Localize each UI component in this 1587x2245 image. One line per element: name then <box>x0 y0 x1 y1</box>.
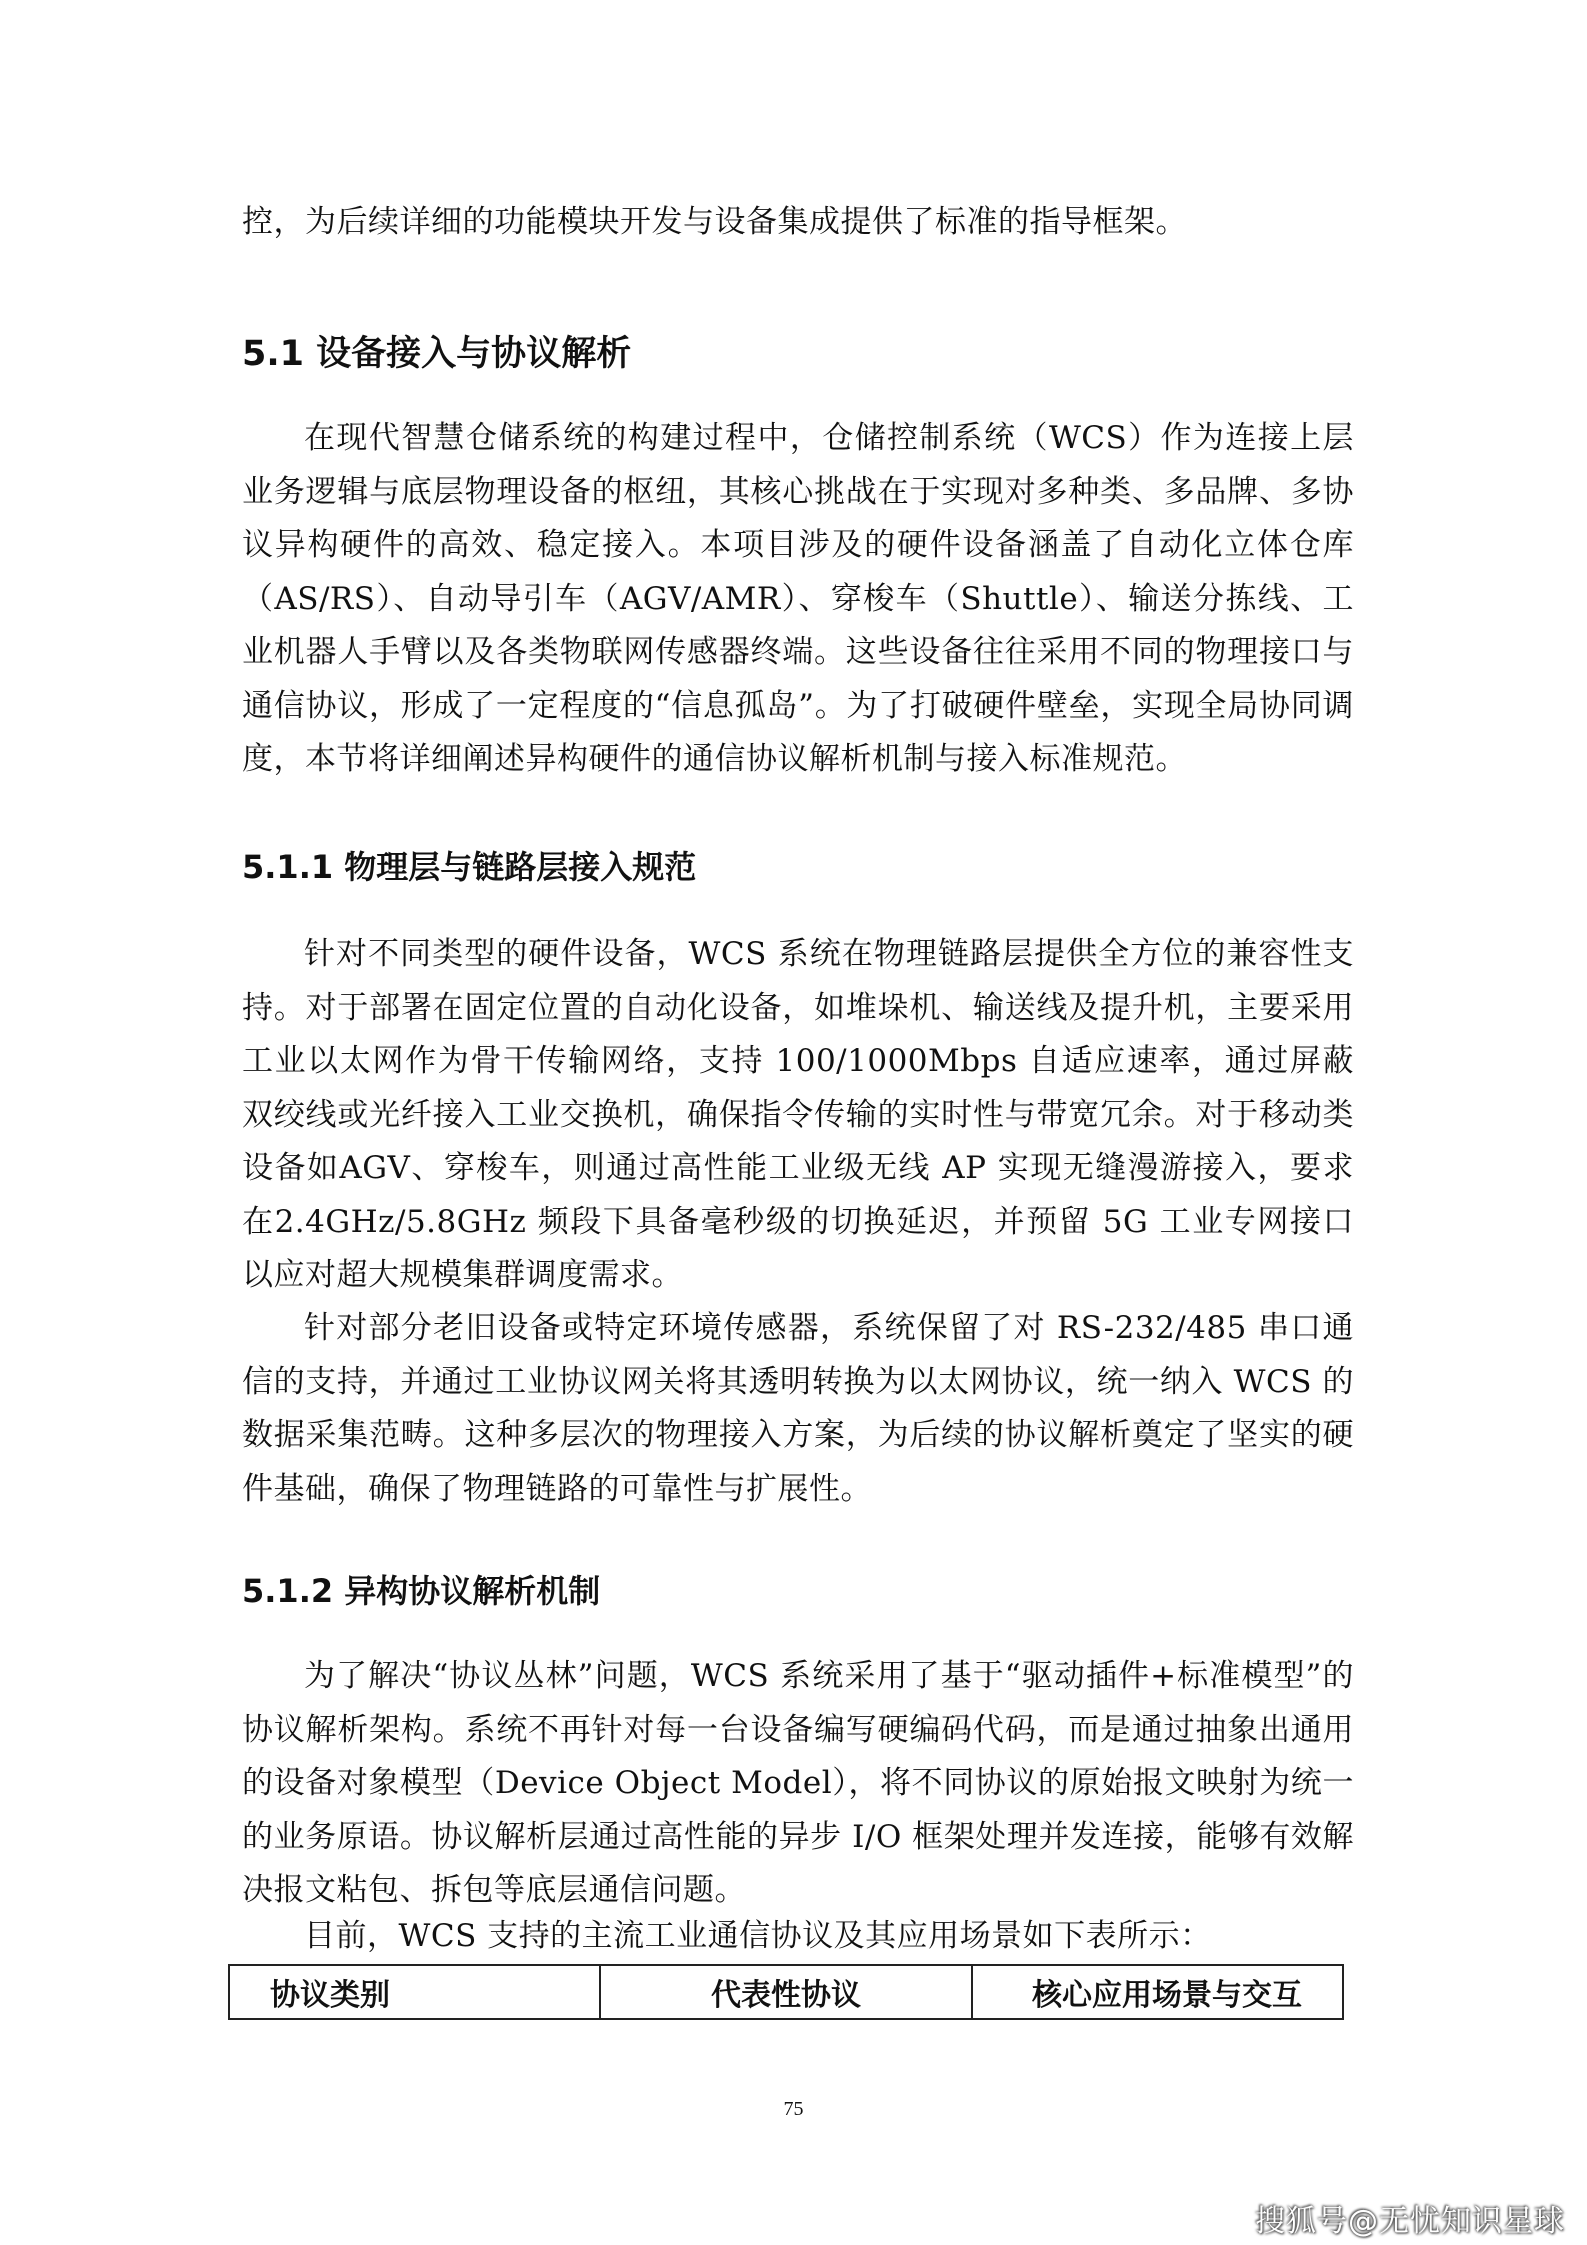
watermark: 搜狐号@无忧知识星球 <box>1255 2204 1565 2239</box>
section-heading-5-1-1: 5.1.1 物理层与链路层接入规范 <box>242 848 697 886</box>
protocol-table <box>228 1964 1344 2020</box>
table-header-representative-protocol: 代表性协议 <box>600 1965 971 2019</box>
paragraph-5-1-2-b: 目前，WCS 支持的主流工业通信协议及其应用场景如下表所示： <box>304 1918 1212 1954</box>
paragraph-intro-tail: 控，为后续详细的功能模块开发与设备集成提供了标准的指导框架。 <box>242 204 1187 240</box>
paragraph-5-1-2-a: 为了解决“协议丛林”问题，WCS 系统采用了基于“驱动插件+标准模型”的协议解析架构。系统不再针对每一台设备编写硬编码代码，而是通过抽象出通用的设备对象模型（Device Object Model），将不同协议的原始报文映射为统一的业务原语。协议解析层通过高性能的异步 I/O 框架处理并发连接，能够有效解决报文粘包、拆包等底层通信问题。 <box>242 1658 1354 1908</box>
page-number: 75 <box>783 2098 804 2120</box>
section-heading-5-1: 5.1 设备接入与协议解析 <box>242 334 632 374</box>
table-header-application-scenario: 核心应用场景与交互 <box>972 1965 1343 2019</box>
paragraph-5-1: 在现代智慧仓储系统的构建过程中，仓储控制系统（WCS）作为连接上层业务逻辑与底层物理设备的枢纽，其核心挑战在于实现对多种类、多品牌、多协议异构硬件的高效、稳定接入。本项目涉及的硬件设备涵盖了自动化立体仓库（AS/RS）、自动导引车（AGV/AMR）、穿梭车（Shuttle）、输送分拣线、工业机器人手臂以及各类物联网传感器终端。这些设备往往采用不同的物理接口与通信协议，形成了一定程度的“信息孤岛”。为了打破硬件壁垒，实现全局协同调度，本节将详细阐述异构硬件的通信协议解析机制与接入标准规范。 <box>242 420 1354 777</box>
paragraph-5-1-1-b: 针对部分老旧设备或特定环境传感器，系统保留了对 RS-232/485 串口通信的支持，并通过工业协议网关将其透明转换为以太网协议，统一纳入 WCS 的数据采集范畴。这种多层次的物理接入方案，为后续的协议解析奠定了坚实的硬件基础，确保了物理链路的可靠性与扩展性。 <box>242 1310 1354 1507</box>
table-header-protocol-category: 协议类别 <box>229 1965 600 2019</box>
paragraph-5-1-1-a: 针对不同类型的硬件设备，WCS 系统在物理链路层提供全方位的兼容性支持。对于部署在固定位置的自动化设备，如堆垛机、输送线及提升机，主要采用工业以太网作为骨干传输网络，支持 100/1000Mbps 自适应速率，通过屏蔽双绞线或光纤接入工业交换机，确保指令传输的实时性与带宽冗余。对于移动类设备如AGV、穿梭车，则通过高性能工业级无线 AP 实现无缝漫游接入，要求在2.4GHz/5.8GHz 频段下具备毫秒级的切换延迟，并预留 5G 工业专网接口以应对超大规模集群调度需求。 <box>242 936 1354 1293</box>
table-header-row <box>229 1965 1343 2019</box>
section-heading-5-1-2: 5.1.2 异构协议解析机制 <box>242 1572 601 1610</box>
